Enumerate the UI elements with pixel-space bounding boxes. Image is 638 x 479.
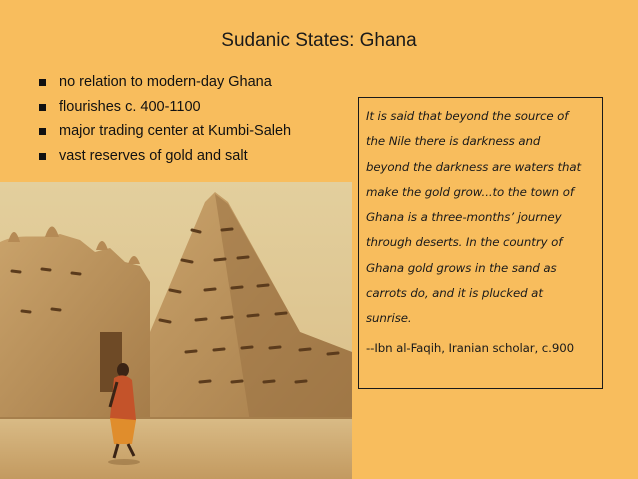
bullet-item <box>36 144 336 169</box>
quote-line: sunrise. <box>366 311 412 326</box>
bullet-square-icon <box>39 128 46 135</box>
slide-title: Sudanic States: Ghana <box>221 30 417 51</box>
bullet-list <box>36 70 336 168</box>
mosque-photo <box>0 182 352 479</box>
bullet-text: vast reserves of gold and salt <box>59 147 248 164</box>
bullet-square-icon <box>39 79 46 86</box>
bullet-text: flourishes c. 400-1100 <box>59 98 201 115</box>
quote-box <box>358 97 603 389</box>
quote-line: beyond the darkness are waters that <box>366 159 581 174</box>
quote-line: the Nile there is darkness and <box>366 134 541 149</box>
bullet-item <box>36 70 336 95</box>
quote-line: Ghana is a three-months’ journey <box>366 210 562 225</box>
quote-line: It is said that beyond the source of <box>366 109 569 123</box>
bullet-text: no relation to modern-day Ghana <box>59 74 272 90</box>
quote-attribution: --Ibn al-Faqih, Iranian scholar, c.900 <box>366 340 575 355</box>
bullet-item <box>36 95 336 120</box>
quote-line: through deserts. In the country of <box>366 235 563 250</box>
quote-line: carrots do, and it is plucked at <box>366 286 543 301</box>
quote-line: make the gold grow...to the town of <box>366 184 574 199</box>
quote-line: Ghana gold grows in the sand as <box>366 260 557 275</box>
bullet-item <box>36 119 336 144</box>
bullet-square-icon <box>39 104 46 111</box>
bullet-text: major trading center at Kumbi-Saleh <box>59 123 292 139</box>
bullet-square-icon <box>39 153 46 160</box>
